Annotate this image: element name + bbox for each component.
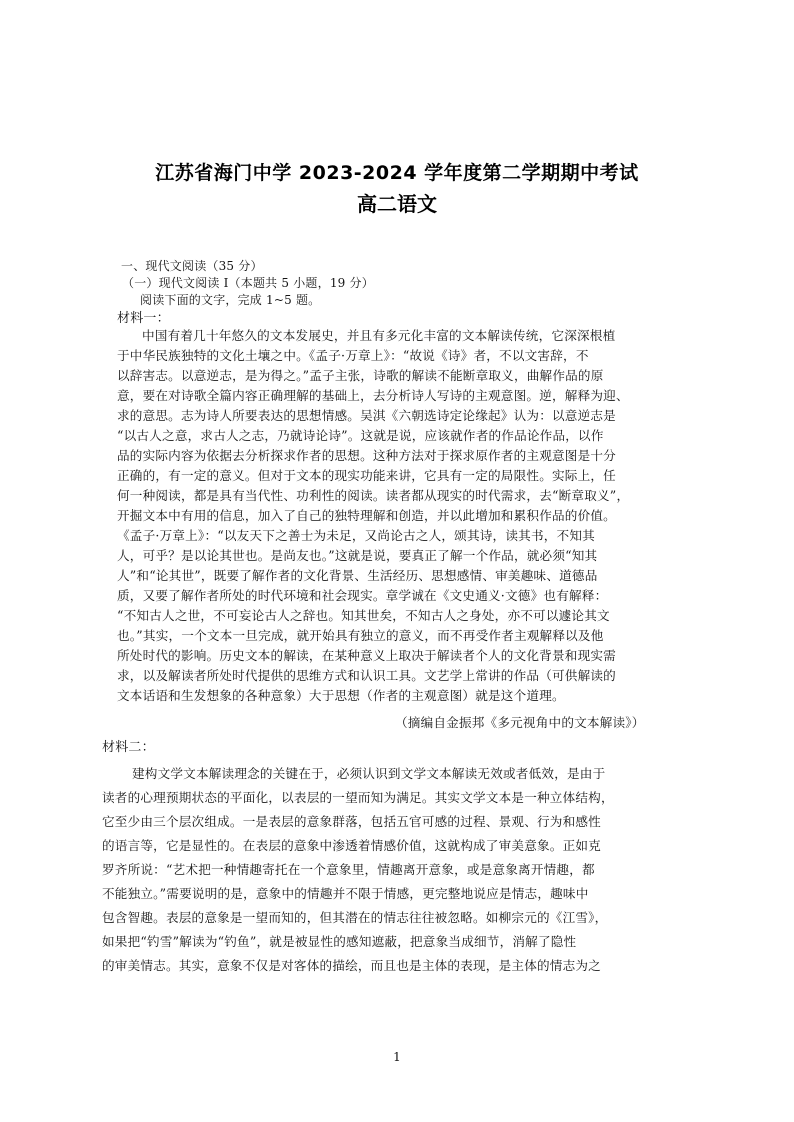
material-two-line: 的审美情志。其实，意象不仅是对客体的描绘，而且也是主体的表现，是主体的情志为之 [102,958,601,973]
material-two-line: 包含智趣。表层的意象是一望而知的，但其潜在的情志往往被忽略。如柳宗元的《江雪》， [102,910,608,925]
instruction-text: 阅读下面的文字，完成 1~5 题。 [140,293,321,307]
material-one-line: 所处时代的影响。历史文本的解读，在某种意义上取决于解读者个人的文化背景和现实需 [117,648,616,663]
material-one-source: （摘编自金振邦《多元视角中的文本解读》） [395,715,645,730]
material-two-line: 建构文学文本解读理念的关键在于，必须认识到文学文本解读无效或者低效，是由于 [132,766,606,781]
page-number: 1 [393,1050,401,1064]
material-one-line: “以古人之意，求古人之志，乃就诗论诗”。这就是说，应该就作者的作品论作品，以作 [117,428,604,443]
material-one-line: 质，又要了解作者所处的时代环境和社会现实。章学诚在《文史通义·文德》也有解释： [117,588,608,603]
material-one-line: 正确的，有一定的意义。但对于文本的现实功能来讲，它具有一定的局限性。实际上，任 [117,468,616,483]
material-one-label: 材料一： [117,311,170,326]
material-two-label: 材料二： [102,740,155,755]
section-heading: 一、现代文阅读（35 分） [121,259,263,273]
material-two-line: 它至少由三个层次组成。一是表层的意象群落，包括五官可感的过程、景观、行为和感性 [102,814,601,829]
material-two-line: 的语言等，它是显性的。在表层的意象中渗透着情感价值，这就构成了审美意象。正如克 [102,838,601,853]
material-one-line: 求的意思。志为诗人所要表达的思想情感。吴淇《六朝选诗定论缘起》认为：以意逆志是 [117,408,616,423]
material-two-line: 读者的心理预期状态的平面化，以表层的一望而知为满足。其实文学文本是一种立体结构， [102,790,614,805]
material-one-line: 中国有着几十年悠久的文本发展史，并且有多元化丰富的文本解读传统，它深深根植 [142,328,616,343]
material-one-line: 品的实际内容为依据去分析探求作者的思想。这种方法对于探求原作者的主观意图是十分 [117,448,616,463]
material-one-line: 人，可乎？是以论其世也。是尚友也。”这就是说，要真正了解一个作品，就必须“知其 [117,548,598,563]
material-two-line: 不能独立。”需要说明的是，意象中的情趣并不限于情感，更完整地说应是情志，趣味中 [102,886,589,901]
material-one-line: 于中华民族独特的文化土壤之中。《孟子·万章上》：“故说《诗》者，不以文害辞，不 [117,348,589,363]
material-two-line: 罗齐所说：“艺术把一种情趣寄托在一个意象里，情趣离开意象，或是意象离开情趣，都 [102,862,595,877]
material-one-line: 也。”其实，一个文本一旦完成，就开始具有独立的意义，而不再受作者主观解释以及他 [117,628,604,643]
exam-subtitle: 高二语文 [357,192,437,216]
material-one-line: “不知古人之世，不可妄论古人之辞也。知其世矣，不知古人之身处，亦不可以遽论其文 [117,608,610,623]
subsection-heading: （一）现代文阅读 I（本题共 5 小题，19 分） [122,276,374,290]
material-one-line: 《孟子·万章上》：“以友天下之善士为未足，又尚论古之人，颂其诗，读其书，不知其 [117,528,595,543]
material-one-line: 以辞害志。以意逆志，是为得之。”孟子主张，诗歌的解读不能断章取义，曲解作品的原 [117,368,604,383]
material-one-line: 人”和“论其世”，既要了解作者的文化背景、生活经历、思想感情、审美趣味、道德品 [117,568,598,583]
material-one-line: 何一种阅读，都是具有当代性、功利性的阅读。读者都从现实的时代需求，去“断章取义”， [117,488,630,503]
material-one-line: 开掘文本中有用的信息，加入了自己的独特理解和创造，并以此增加和累积作品的价值。 [117,508,616,523]
material-one-line: 求，以及解读者所处时代提供的思维方式和认识工具。文艺学上常讲的作品（可供解读的 [117,668,616,683]
exam-title: 江苏省海门中学 2023-2024 学年度第二学期期中考试 [155,162,639,184]
material-one-line: 意，要在对诗歌全篇内容正确理解的基础上，去分析诗人写诗的主观意图。逆，解释为迎、 [117,388,629,403]
material-one-line: 文本话语和生发想象的各种意象）大于思想（作者的主观意图）就是这个道理。 [117,688,565,703]
material-two-line: 如果把“钓雪”解读为“钓鱼”，就是被显性的感知遮蔽，把意象当成细节，消解了隐性 [102,934,577,949]
